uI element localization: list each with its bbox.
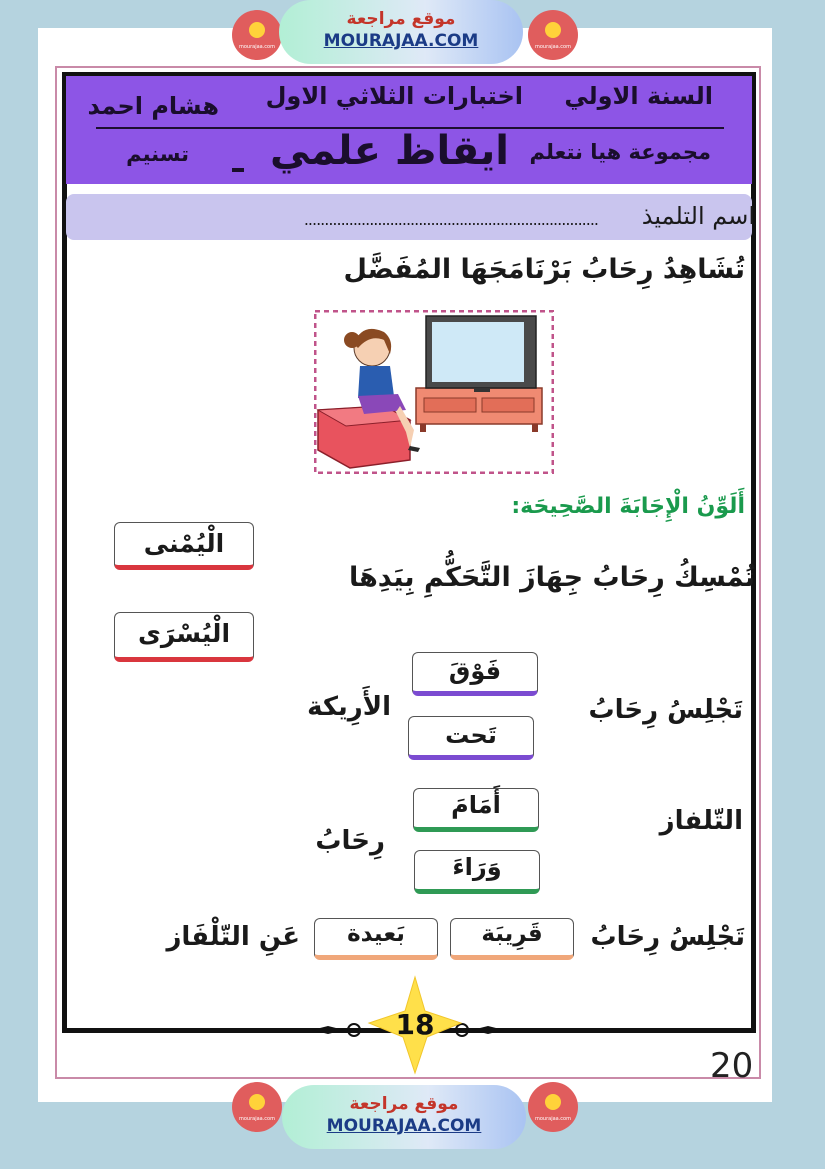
answer-option-near[interactable]: قَرِيبَة xyxy=(450,918,574,960)
site-logo-icon: mourajaa.com xyxy=(528,1082,578,1132)
site-banner-arabic: موقع مراجعة xyxy=(349,1094,459,1114)
site-banner-latin: MOURAJAA.COM xyxy=(323,31,479,51)
site-banner-top[interactable] xyxy=(279,0,523,64)
site-banner-bottom[interactable] xyxy=(282,1085,526,1149)
question-1-text: تُشَاهِدُ رِحَابُ بَرْنَامَجَهَا المُفَضَّل xyxy=(343,254,745,285)
answer-option-under[interactable]: تَحت xyxy=(408,716,534,760)
bottom-rule-left xyxy=(62,1028,288,1033)
header-title: ايقاظ علمي xyxy=(270,128,509,174)
question-4-subject: تَجْلِسُ رِحَابُ xyxy=(588,695,743,725)
question-3-text: تُمْسِكُ رِحَابُ جِهَازَ التَّحَكُّمِ بِيَدِهَا xyxy=(348,562,755,593)
header-test: اختبارات الثلاثي الاول xyxy=(265,82,523,110)
question-6-subject: تَجْلِسُ رِحَابُ xyxy=(590,922,745,952)
site-banner-arabic: موقع مراجعة xyxy=(346,9,456,29)
girl-watching-tv-illustration xyxy=(314,310,554,474)
site-logo-icon: mourajaa.com xyxy=(232,1082,282,1132)
answer-option-behind[interactable]: وَرَاءَ xyxy=(414,850,540,894)
page-number: 20 xyxy=(710,1046,754,1086)
question-5-subject: التّلفاز xyxy=(659,806,743,836)
tv-icon xyxy=(426,316,536,392)
site-banner-latin: MOURAJAA.COM xyxy=(326,1116,482,1136)
answer-option-far[interactable]: بَعيدة xyxy=(314,918,438,960)
answer-option-left-hand[interactable]: الْيُسْرَى xyxy=(114,612,254,662)
question-6-object: عَنِ التّلْفَاز xyxy=(166,922,300,952)
answer-option-on-top[interactable]: فَوْقَ xyxy=(412,652,538,696)
question-4-object: الأَرِيكة xyxy=(307,692,391,722)
question-5-object: رِحَابُ xyxy=(315,826,385,856)
bottom-rule-right xyxy=(532,1028,756,1033)
site-logo-icon: mourajaa.com xyxy=(232,10,282,60)
title-dash xyxy=(232,168,244,172)
answer-option-right-hand[interactable]: الْيُمْنى xyxy=(114,522,254,570)
header-author: هشام احمد xyxy=(87,92,219,120)
student-name-field[interactable]: ........................................................................ xyxy=(303,210,598,229)
instruction-text: أَلَوِّنُ الْإِجَابَةَ الصَّحِيحَة: xyxy=(511,494,745,519)
student-name-label: اسم التلميذ xyxy=(641,202,755,230)
answer-option-in-front[interactable]: أَمَامَ xyxy=(413,788,539,832)
site-logo-icon: mourajaa.com xyxy=(528,10,578,60)
header-year: السنة الاولي xyxy=(564,82,713,110)
header-group: مجموعة هيا نتعلم xyxy=(529,140,711,164)
badge-number: 18 xyxy=(395,1008,435,1041)
header-design: تسنيم xyxy=(126,142,189,166)
